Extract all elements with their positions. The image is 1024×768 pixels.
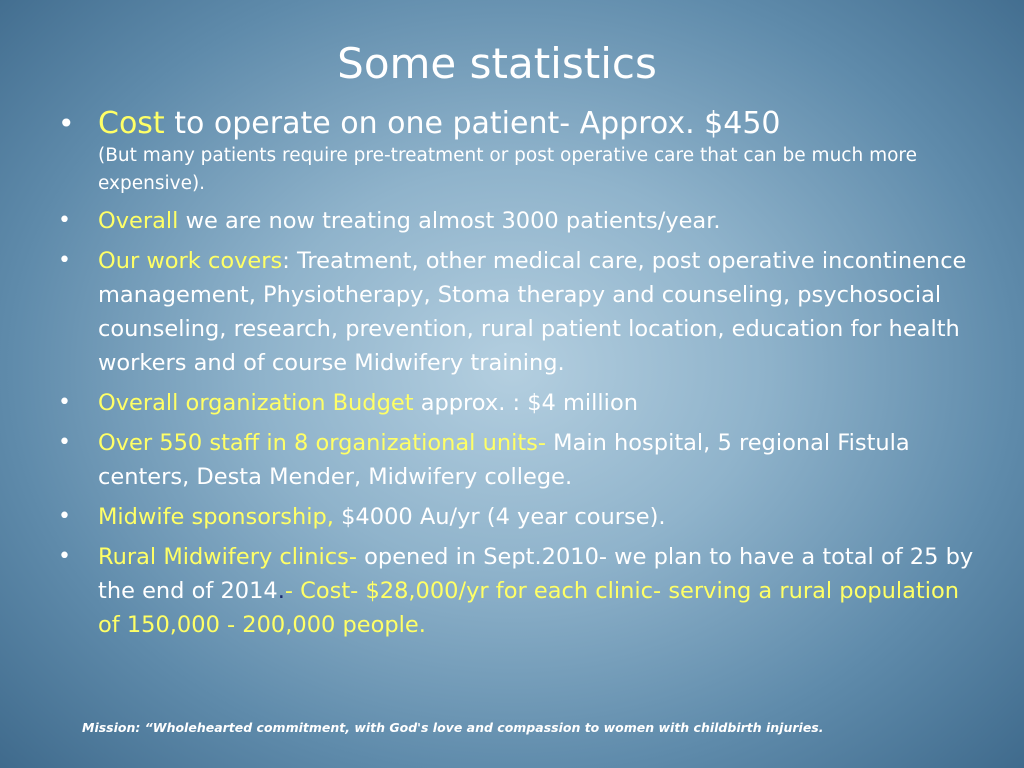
sponsorship-highlight: Midwife sponsorship, xyxy=(98,504,334,530)
cost-subtext: (But many patients require pre-treatment or post operative care that can be much more expensive). xyxy=(98,145,917,194)
budget-text: approx. : $4 million xyxy=(413,390,638,416)
bullet-dot-icon: • xyxy=(58,544,71,569)
work-text: : Treatment, other medical care, post operative incontinence management, Physiotherapy, Stoma therapy and counseling, psychosocial counseling, research, prevention, rural patient location, education for health workers and of course Midwifery training. xyxy=(98,248,967,376)
bullet-list xyxy=(58,104,978,642)
bullet-dot-icon: • xyxy=(58,208,71,233)
mission-statement: Mission: “Wholehearted commitment, with God's love and compassion to women with childbirth injuries. xyxy=(82,720,824,735)
bullet-work-covers xyxy=(58,244,978,380)
cost-highlight: Cost xyxy=(98,106,165,141)
bullet-dot-icon: • xyxy=(58,107,75,140)
staff-highlight: Over 550 staff in 8 organizational units- xyxy=(98,430,547,456)
bullet-clinics xyxy=(58,540,978,642)
bullet-dot-icon: • xyxy=(58,248,71,273)
staff-text: Main hospital, 5 regional Fistula centers, Desta Mender, Midwifery college. xyxy=(98,430,910,490)
clinics-text: opened in Sept.2010- we plan to have a total of 25 by the end of 2014 xyxy=(98,544,974,604)
bullet-budget xyxy=(58,386,978,420)
bullet-dot-icon: • xyxy=(58,504,71,529)
overall-text: we are now treating almost 3000 patients/year. xyxy=(178,208,721,234)
bullet-sponsorship xyxy=(58,500,978,534)
clinics-dash: - xyxy=(284,578,301,604)
clinics-cost-highlight: Cost- $28,000/yr for each clinic- serving a rural population of 150,000 - 200,000 people. xyxy=(98,578,960,638)
sponsorship-text: $4000 Au/yr (4 year course). xyxy=(333,504,666,530)
cost-text: to operate on one patient- Approx. $450 xyxy=(164,106,781,141)
bullet-staff xyxy=(58,426,978,494)
bullet-dot-icon: • xyxy=(58,390,71,415)
clinics-highlight: Rural Midwifery clinics- xyxy=(98,544,358,570)
clinics-period: . xyxy=(277,578,285,604)
work-highlight: Our work covers xyxy=(98,248,283,274)
bullet-dot-icon: • xyxy=(58,430,71,455)
slide-title: Some statistics xyxy=(337,39,657,88)
overall-highlight: Overall xyxy=(98,208,179,234)
bullet-cost xyxy=(58,104,978,198)
bullet-overall xyxy=(58,204,978,238)
budget-highlight: Overall organization Budget xyxy=(98,390,414,416)
